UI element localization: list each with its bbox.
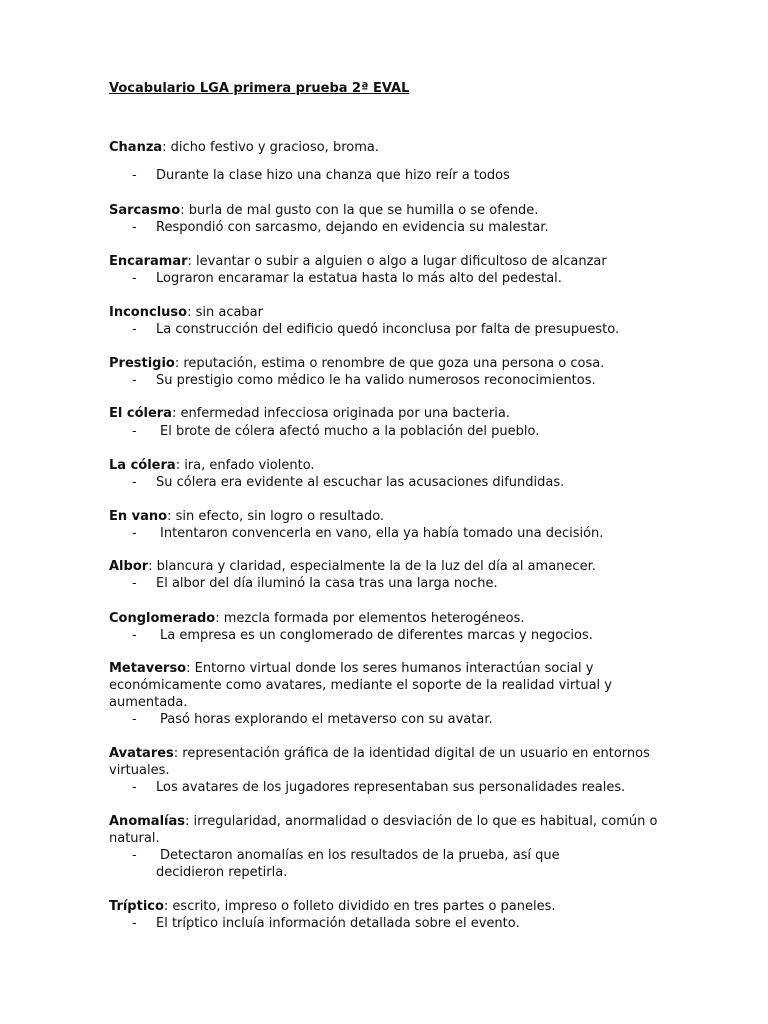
definition-line: [109, 139, 664, 156]
vocab-entry-chanza: [109, 139, 664, 184]
definition-line: [109, 202, 664, 219]
vocab-entry-avatares: [109, 745, 664, 796]
definition-text: : Entorno virtual donde los seres humanos interactúan social y económicamente como avatares, mediante el soporte de la realidad virtual y aumentada.: [109, 661, 612, 710]
example-text: Pasó horas explorando el metaverso con su avatar.: [160, 712, 493, 727]
bullet-dash: -: [132, 576, 137, 591]
example-item: [109, 847, 664, 881]
example-text: Su cólera era evidente al escuchar las acusaciones difundidas.: [156, 475, 565, 490]
definition-text: : ira, enfado violento.: [175, 458, 315, 473]
bullet-dash: -: [132, 780, 137, 795]
term: Chanza: [109, 140, 163, 155]
vocab-entry-encaramar: [109, 253, 664, 287]
definition-text: : reputación, estima o renombre de que goza una persona o cosa.: [174, 356, 605, 371]
bullet-dash: -: [132, 475, 137, 490]
example-item: [109, 219, 664, 236]
term: Anomalías: [109, 814, 185, 829]
term: Albor: [109, 559, 149, 574]
definition-line: [109, 508, 664, 525]
definition-line: [109, 898, 664, 915]
term: La cólera: [109, 458, 176, 473]
bullet-dash: -: [132, 168, 137, 183]
bullet-dash: -: [132, 526, 137, 541]
term: Conglomerado: [109, 611, 216, 626]
example-text: Detectaron anomalías en los resultados de la prueba, así que decidieron repetirla.: [156, 848, 560, 880]
term: En vano: [109, 509, 168, 524]
definition-text: : sin acabar: [187, 305, 263, 320]
example-item: [109, 711, 664, 728]
bullet-dash: -: [132, 848, 137, 863]
definition-line: [109, 304, 664, 321]
definition-text: : mezcla formada por elementos heterogéneos.: [215, 611, 525, 626]
document-title: Vocabulario LGA primera prueba 2ª EVAL: [109, 81, 410, 96]
bullet-dash: -: [132, 373, 137, 388]
example-text: El albor del día iluminó la casa tras una larga noche.: [156, 576, 498, 591]
bullet-dash: -: [132, 424, 137, 439]
vocab-entry-inconcluso: [109, 304, 664, 338]
example-item: [109, 575, 664, 592]
example-item: [109, 372, 664, 389]
example-item: [109, 270, 664, 287]
example-text: Lograron encaramar la estatua hasta lo más alto del pedestal.: [156, 271, 562, 286]
example-text: Intentaron convencerla en vano, ella ya había tomado una decisión.: [160, 526, 604, 541]
example-item: [109, 915, 664, 932]
definition-text: : levantar o subir a alguien o algo a lugar dificultoso de alcanzar: [187, 254, 607, 269]
definition-text: : representación gráfica de la identidad digital de un usuario en entornos virtuales.: [109, 746, 650, 778]
definition-text: : sin efecto, sin logro o resultado.: [167, 509, 385, 524]
definition-line: [109, 813, 664, 847]
definition-line: [109, 457, 664, 474]
example-item: [109, 627, 664, 644]
definition-line: [109, 660, 664, 711]
example-item: [109, 779, 664, 796]
bullet-dash: -: [132, 712, 137, 727]
term: Encaramar: [109, 254, 188, 269]
vocab-entry-anomalias: [109, 813, 664, 881]
definition-text: : enfermedad infecciosa originada por una bacteria.: [171, 406, 510, 421]
definition-text: : blancura y claridad, especialmente la de la luz del día al amanecer.: [148, 559, 596, 574]
vocab-entry-albor: [109, 558, 664, 592]
term: El cólera: [109, 406, 172, 421]
vocab-entry-metaverso: [109, 660, 664, 728]
example-text: El brote de cólera afectó mucho a la población del pueblo.: [160, 424, 540, 439]
term: Sarcasmo: [109, 203, 181, 218]
example-text: Los avatares de los jugadores representaban sus personalidades reales.: [156, 780, 626, 795]
term: Avatares: [109, 746, 174, 761]
vocab-entry-el-colera: [109, 405, 664, 440]
bullet-dash: -: [132, 220, 137, 235]
bullet-dash: -: [132, 916, 137, 931]
vocab-entry-conglomerado: [109, 610, 664, 644]
definition-text: : escrito, impreso o folleto dividido en tres partes o paneles.: [163, 899, 556, 914]
example-item: [109, 321, 664, 338]
example-item: [109, 167, 664, 184]
bullet-dash: -: [132, 628, 137, 643]
definition-line: [109, 405, 664, 422]
definition-line: [109, 355, 664, 372]
vocab-entry-en-vano: [109, 508, 664, 542]
bullet-dash: -: [132, 322, 137, 337]
example-text: Durante la clase hizo una chanza que hizo reír a todos: [156, 168, 510, 183]
vocab-entry-prestigio: [109, 355, 664, 389]
example-item: [109, 423, 664, 440]
example-text: Respondió con sarcasmo, dejando en evidencia su malestar.: [156, 220, 549, 235]
example-item: [109, 525, 664, 542]
definition-line: [109, 253, 664, 270]
definition-line: [109, 610, 664, 627]
definition-text: : dicho festivo y gracioso, broma.: [162, 140, 379, 155]
vocab-entry-triptico: [109, 898, 664, 932]
example-text: Su prestigio como médico le ha valido numerosos reconocimientos.: [156, 373, 596, 388]
term: Prestigio: [109, 356, 175, 371]
term: Metaverso: [109, 661, 187, 676]
example-item: [109, 474, 664, 491]
vocab-entry-la-colera: [109, 457, 664, 491]
definition-text: : burla de mal gusto con la que se humilla o se ofende.: [180, 203, 539, 218]
definition-line: [109, 558, 664, 575]
example-text: El tríptico incluía información detallada sobre el evento.: [156, 916, 520, 931]
example-text: La construcción del edificio quedó inconclusa por falta de presupuesto.: [156, 322, 620, 337]
term: Inconcluso: [109, 305, 188, 320]
example-text: La empresa es un conglomerado de diferentes marcas y negocios.: [160, 628, 593, 643]
bullet-dash: -: [132, 271, 137, 286]
definition-text: : irregularidad, anormalidad o desviación de lo que es habitual, común o natural.: [109, 814, 658, 846]
term: Tríptico: [109, 899, 164, 914]
vocab-entry-sarcasmo: [109, 202, 664, 236]
definition-line: [109, 745, 664, 779]
